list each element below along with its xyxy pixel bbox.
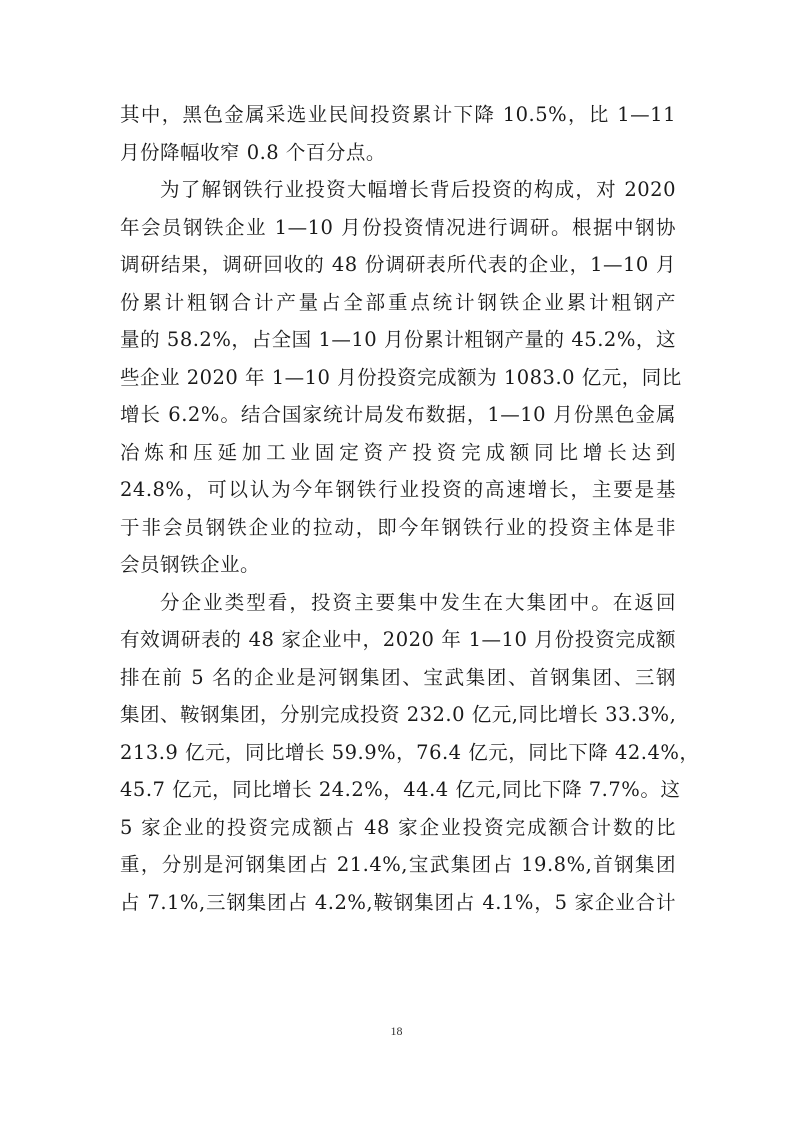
page-number: 18 <box>390 1024 403 1038</box>
paragraph-2-line-8: 冶炼和压延加工业固定资产投资完成额同比增长达到 <box>120 440 676 464</box>
paragraph-3-line-3: 排在前 5 名的企业是河钢集团、宝武集团、首钢集团、三钢 <box>120 665 676 689</box>
paragraph-2-line-4: 份累计粗钢合计产量占全部重点统计钢铁企业累计粗钢产 <box>120 290 676 314</box>
paragraph-3-line-2: 有效调研表的 48 家企业中，2020 年 1—10 月份投资完成额 <box>120 628 676 651</box>
paragraph-1-line-1: 其中，黑色金属采选业民间投资累计下降 10.5%，比 1—11 <box>120 103 676 126</box>
paragraph-2-line-1: 为了解钢铁行业投资大幅增长背后投资的构成，对 2020 <box>160 178 676 201</box>
paragraph-3-line-1: 分企业类型看，投资主要集中发生在大集团中。在返回 <box>160 590 676 614</box>
paragraph-2-line-11: 会员钢铁企业。 <box>120 553 261 576</box>
paragraph-3-line-4: 集团、鞍钢集团，分别完成投资 232.0 亿元,同比增长 33.3%, <box>120 703 677 726</box>
body-text <box>120 96 700 921</box>
paragraph-3-line-5: 213.9 亿元，同比增长 59.9%，76.4 亿元，同比下降 42.4%， <box>120 740 700 764</box>
paragraph-2-line-9: 24.8%，可以认为今年钢铁行业投资的高速增长，主要是基 <box>120 478 676 501</box>
paragraph-2-line-5: 量的 58.2%，占全国 1—10 月份累计粗钢产量的 45.2%，这 <box>120 328 676 351</box>
paragraph-2-line-3: 调研结果，调研回收的 48 份调研表所代表的企业，1—10 月 <box>120 253 676 276</box>
paragraph-3-line-8: 重，分别是河钢集团占 21.4%,宝武集团占 19.8%,首钢集团 <box>120 853 676 876</box>
paragraph-2-line-7: 增长 6.2%。结合国家统计局发布数据，1—10 月份黑色金属 <box>120 403 676 426</box>
paragraph-2-line-2: 年会员钢铁企业 1—10 月份投资情况进行调研。根据中钢协 <box>120 215 676 239</box>
paragraph-3-line-7: 5 家企业的投资完成额占 48 家企业投资完成额合计数的比 <box>120 815 676 839</box>
paragraph-3-line-9: 占 7.1%,三钢集团占 4.2%,鞍钢集团占 4.1%，5 家企业合计 <box>120 890 676 914</box>
paragraph-2-line-6: 些企业 2020 年 1—10 月份投资完成额为 1083.0 亿元，同比 <box>120 365 682 389</box>
paragraph-3-line-6: 45.7 亿元，同比增长 24.2%，44.4 亿元,同比下降 7.7%。这 <box>120 778 681 801</box>
paragraph-1-line-2: 月份降幅收窄 0.8 个百分点。 <box>120 140 386 164</box>
paragraph-2-line-10: 于非会员钢铁企业的拉动，即今年钢铁行业的投资主体是非 <box>120 515 676 539</box>
